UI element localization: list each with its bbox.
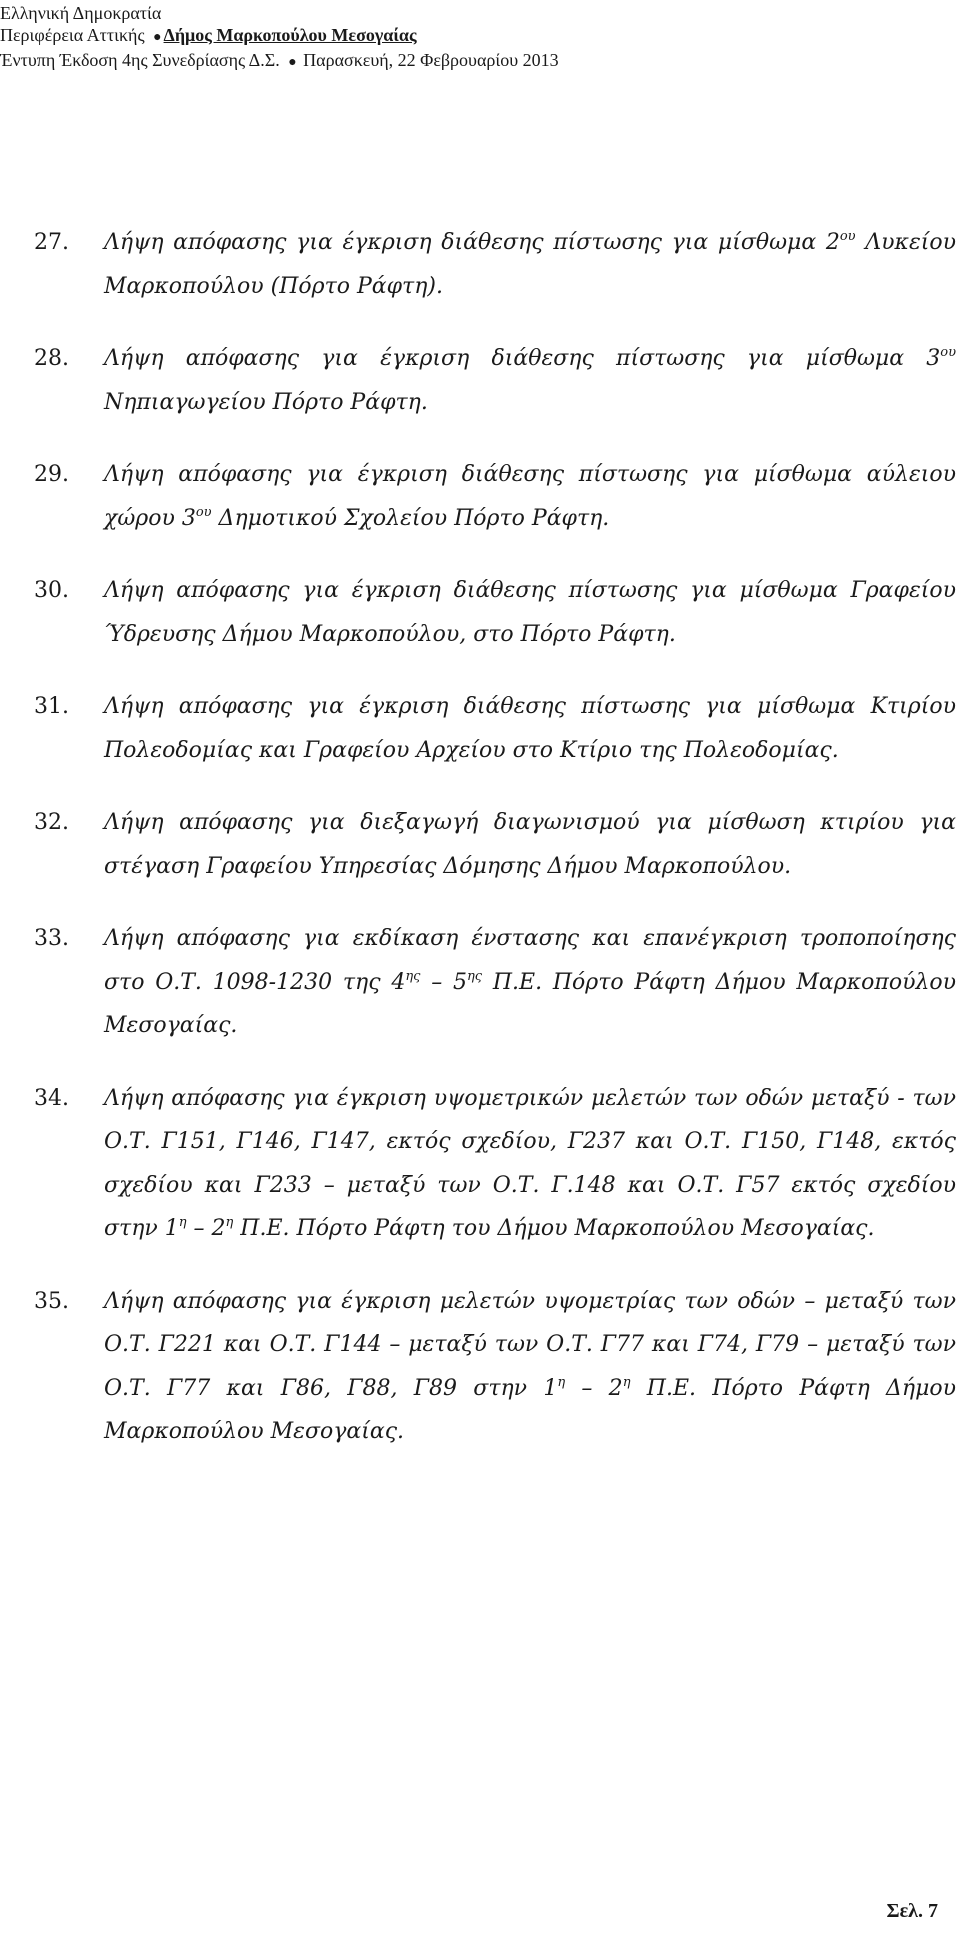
agenda-item-text — [104, 221, 956, 308]
agenda-text-segment: Π.Ε. Πόρτο Ράφτη Δήμου Μαρκοπούλου Μεσογαίας. — [104, 969, 957, 1038]
agenda-item — [34, 685, 956, 772]
page-number: Σελ. 7 — [886, 1900, 938, 1922]
agenda-item-number: 28. — [34, 346, 69, 371]
header-region: Περιφέρεια Αττικής — [0, 25, 145, 45]
agenda-item-text — [104, 917, 956, 1048]
agenda-item-number: 27. — [34, 230, 69, 255]
agenda-text-segment: Λήψη απόφασης για έγκριση διάθεσης πίστωσης για μίσθωμα Γραφείου Ύδρευσης Δήμου Μαρκοπούλου, στο Πόρτο Ράφτη. — [104, 578, 956, 647]
agenda-text-segment: Π.Ε. Πόρτο Ράφτη του Δήμου Μαρκοπούλου Μεσογαίας. — [233, 1216, 875, 1241]
ordinal-suffix: ου — [195, 504, 212, 520]
agenda-item-text — [104, 801, 956, 888]
ordinal-suffix: η — [557, 1374, 566, 1390]
ordinal-suffix: ου — [839, 229, 856, 244]
agenda-text-segment: Νηπιαγωγείου Πόρτο Ράφτη. — [104, 389, 428, 415]
ordinal-suffix: ης — [405, 968, 421, 984]
header-edition-line — [0, 49, 960, 74]
ordinal-suffix: η — [178, 1215, 187, 1230]
agenda-item — [34, 453, 956, 540]
agenda-text-segment: Λήψη απόφασης για έγκριση υψομετρικών μελετών των οδών μεταξύ - των Ο.Τ. Γ151, Γ146, Γ147, εκτός σχεδίου, Γ237 και Ο.Τ. Γ150, Γ148, εκτός σχεδίου και Γ233 – μεταξύ των Ο.Τ. Γ.148 και Ο.Τ. Γ57 εκτός σχεδίου στην 1 — [104, 1085, 956, 1241]
bullet-icon: ● — [153, 30, 162, 45]
agenda-item — [34, 221, 956, 308]
agenda-item-text — [104, 1280, 956, 1454]
agenda-text-segment: Λήψη απόφασης για έγκριση διάθεσης πίστωσης για μίσθωμα 2 — [104, 230, 840, 255]
agenda-text-segment: Λήψη απόφασης για έγκριση διάθεσης πίστωσης για μίσθωμα Κτιρίου Πολεοδομίας και Γραφείου Αρχείου στο Κτίριο της Πολεοδομίας. — [104, 694, 956, 763]
agenda-list — [34, 221, 956, 1483]
agenda-item — [34, 1077, 956, 1251]
header-country: Ελληνική Δημοκρατία — [0, 3, 162, 23]
document-header — [0, 2, 960, 74]
agenda-text-segment: Λήψη απόφασης για εκδίκαση ένστασης και επανέγκριση τροποποίησης στο Ο.Τ. 1098-1230 της 4 — [104, 926, 956, 995]
header-edition: Έντυπη Έκδοση 4ης Συνεδρίασης Δ.Σ. — [0, 50, 280, 70]
ordinal-suffix: ης — [466, 968, 483, 984]
bullet-icon: ● — [288, 55, 297, 70]
agenda-text-segment: Λυκείου Μαρκοπούλου (Πόρτο Ράφτη). — [104, 230, 956, 299]
header-municipality: Δήμος Μαρκοπούλου Μεσογαίας — [163, 25, 417, 45]
agenda-item-text — [104, 569, 956, 656]
agenda-item-number: 31. — [34, 694, 69, 719]
agenda-text-segment: Π.Ε. Πόρτο Ράφτη Δήμου Μαρκοπούλου Μεσογαίας. — [104, 1375, 957, 1444]
agenda-item-text — [104, 453, 956, 540]
agenda-item-number: 34. — [34, 1085, 69, 1111]
agenda-item — [34, 337, 956, 424]
agenda-item-number: 35. — [34, 1288, 69, 1314]
agenda-text-segment: – 2 — [186, 1216, 226, 1241]
ordinal-suffix: η — [622, 1374, 631, 1390]
agenda-item-number: 30. — [34, 578, 69, 603]
agenda-text-segment: Λήψη απόφασης για διεξαγωγή διαγωνισμού για μίσθωση κτιρίου για στέγαση Γραφείου Υπηρεσίας Δόμησης Δήμου Μαρκοπούλου. — [104, 810, 956, 879]
header-date: Παρασκευή, 22 Φεβρουαρίου 2013 — [303, 50, 559, 70]
agenda-item-text — [104, 685, 956, 772]
ordinal-suffix: ου — [940, 345, 956, 360]
agenda-text-segment: Δημοτικού Σχολείου Πόρτο Ράφτη. — [211, 505, 610, 531]
agenda-item — [34, 917, 956, 1048]
agenda-item-text — [104, 1077, 956, 1251]
agenda-text-segment: Λήψη απόφασης για έγκριση διάθεσης πίστωσης για μίσθωμα 3 — [104, 346, 941, 371]
agenda-item — [34, 801, 956, 888]
agenda-item-number: 29. — [34, 462, 69, 487]
agenda-item-text — [104, 337, 956, 424]
agenda-text-segment: – 5 — [420, 969, 467, 995]
agenda-item-number: 33. — [34, 926, 69, 951]
agenda-text-segment: Λήψη απόφασης για έγκριση μελετών υψομετρίας των οδών – μεταξύ των Ο.Τ. Γ221 και Ο.Τ. Γ144 – μεταξύ των Ο.Τ. Γ77 και Γ74, Γ79 – μεταξύ των Ο.Τ. Γ77 και Γ86, Γ88, Γ89 στην 1 — [104, 1288, 956, 1401]
agenda-item — [34, 1280, 956, 1454]
header-region-line — [0, 24, 960, 49]
agenda-text-segment: Λήψη απόφασης για έγκριση διάθεσης πίστωσης για μίσθωμα αύλειου χώρου 3 — [104, 462, 956, 531]
agenda-item — [34, 569, 956, 656]
agenda-text-segment: – 2 — [565, 1375, 623, 1401]
agenda-item-number: 32. — [34, 810, 69, 835]
ordinal-suffix: η — [225, 1215, 234, 1230]
